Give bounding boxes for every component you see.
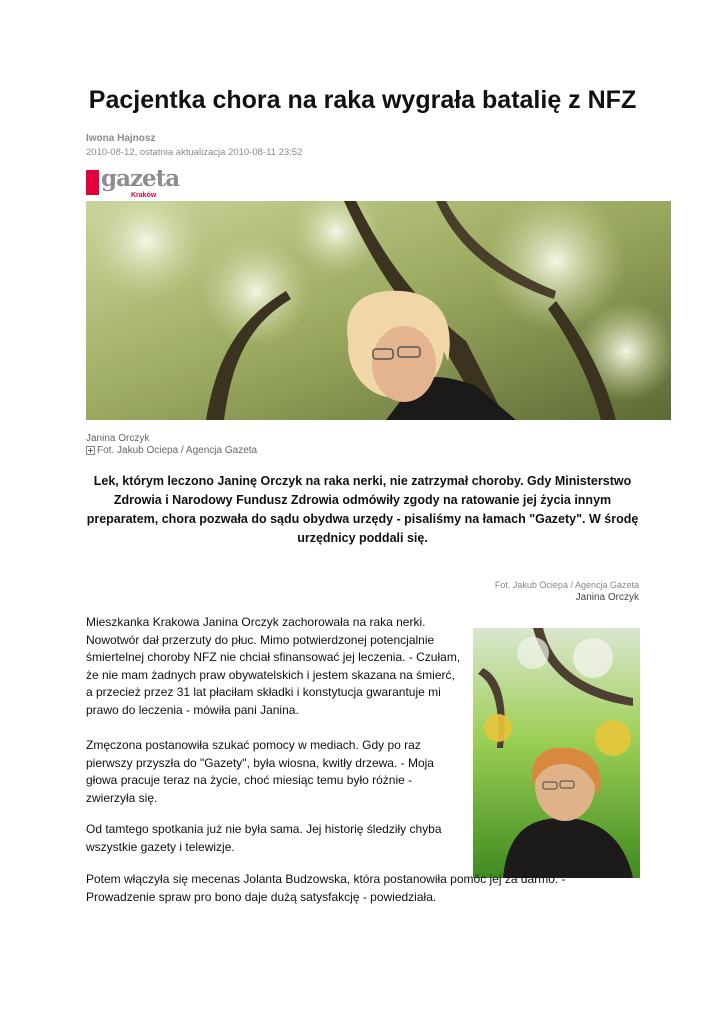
author-name: Iwona Hajnosz bbox=[86, 133, 156, 144]
side-photo-credit: Fot. Jakub Ociepa / Agencja Gazeta bbox=[494, 580, 639, 590]
hero-caption-credit: Fot. Jakub Ociepa / Agencja Gazeta bbox=[97, 445, 258, 456]
hero-photo bbox=[86, 201, 671, 420]
hero-caption-credit-row bbox=[86, 445, 257, 456]
gazeta-logo bbox=[86, 165, 180, 199]
publish-date: 2010-08-12, ostatnia aktualizacja 2010-08-11 23:52 bbox=[86, 147, 303, 158]
article-lead: Lek, którym leczono Janinę Orczyk na raka nerki, nie zatrzymał choroby. Gdy Ministerstwo Zdrowia i Narodowy Fundusz Zdrowia odmówiły zgody na ratowanie jej życia innym preparatem, chora pozwała do sądu obydwa urzędy - pisaliśmy na łamach "Gazety". W środę urzędnicy poddali się. bbox=[86, 474, 639, 545]
hero-caption-name: Janina Orczyk bbox=[86, 433, 150, 444]
side-photo-name: Janina Orczyk bbox=[575, 592, 639, 603]
article-title: Pacjentka chora na raka wygrała batalię z NFZ bbox=[88, 86, 637, 114]
side-photo bbox=[473, 628, 640, 878]
body-paragraph-3: Od tamtego spotkania już nie była sama. Jej historię śledziły chyba wszystkie gazety i telewizje. bbox=[86, 822, 442, 854]
expand-icon[interactable] bbox=[86, 446, 95, 455]
logo-red-bar bbox=[86, 170, 99, 195]
body-paragraph-2: Zmęczona postanowiła szukać pomocy w mediach. Gdy po raz pierwszy przyszła do "Gazety", była wiosna, kwitły drzewa. - Moja głowa pracuje teraz na życie, choć miesiąc temu było różnie - zwierzyła się. bbox=[86, 738, 434, 805]
logo-city: Kraków bbox=[131, 192, 157, 199]
logo-wordmark: gazeta bbox=[101, 165, 180, 192]
body-paragraph-4: Potem włączyła się mecenas Jolanta Budzowska, która postanowiła pomóc jej za darmo. - Prowadzenie spraw pro bono daje dużą satysfakcję - powiedziała. bbox=[86, 872, 566, 904]
body-paragraph-1: Mieszkanka Krakowa Janina Orczyk zachorowała na raka nerki. Nowotwór dał przerzuty do płuc. Mimo potwierdzonej potencjalnie śmiertelnej choroby NFZ nie chciał sfinansować jej leczenia. - Czułam, że nie mam żadnych praw obywatelskich i jestem skazana na śmierć, a przecież przez 31 lat płaciłam składki i konstytucja gwarantuje mi prawo do leczenia - mówiła pani Janina. bbox=[86, 615, 461, 717]
